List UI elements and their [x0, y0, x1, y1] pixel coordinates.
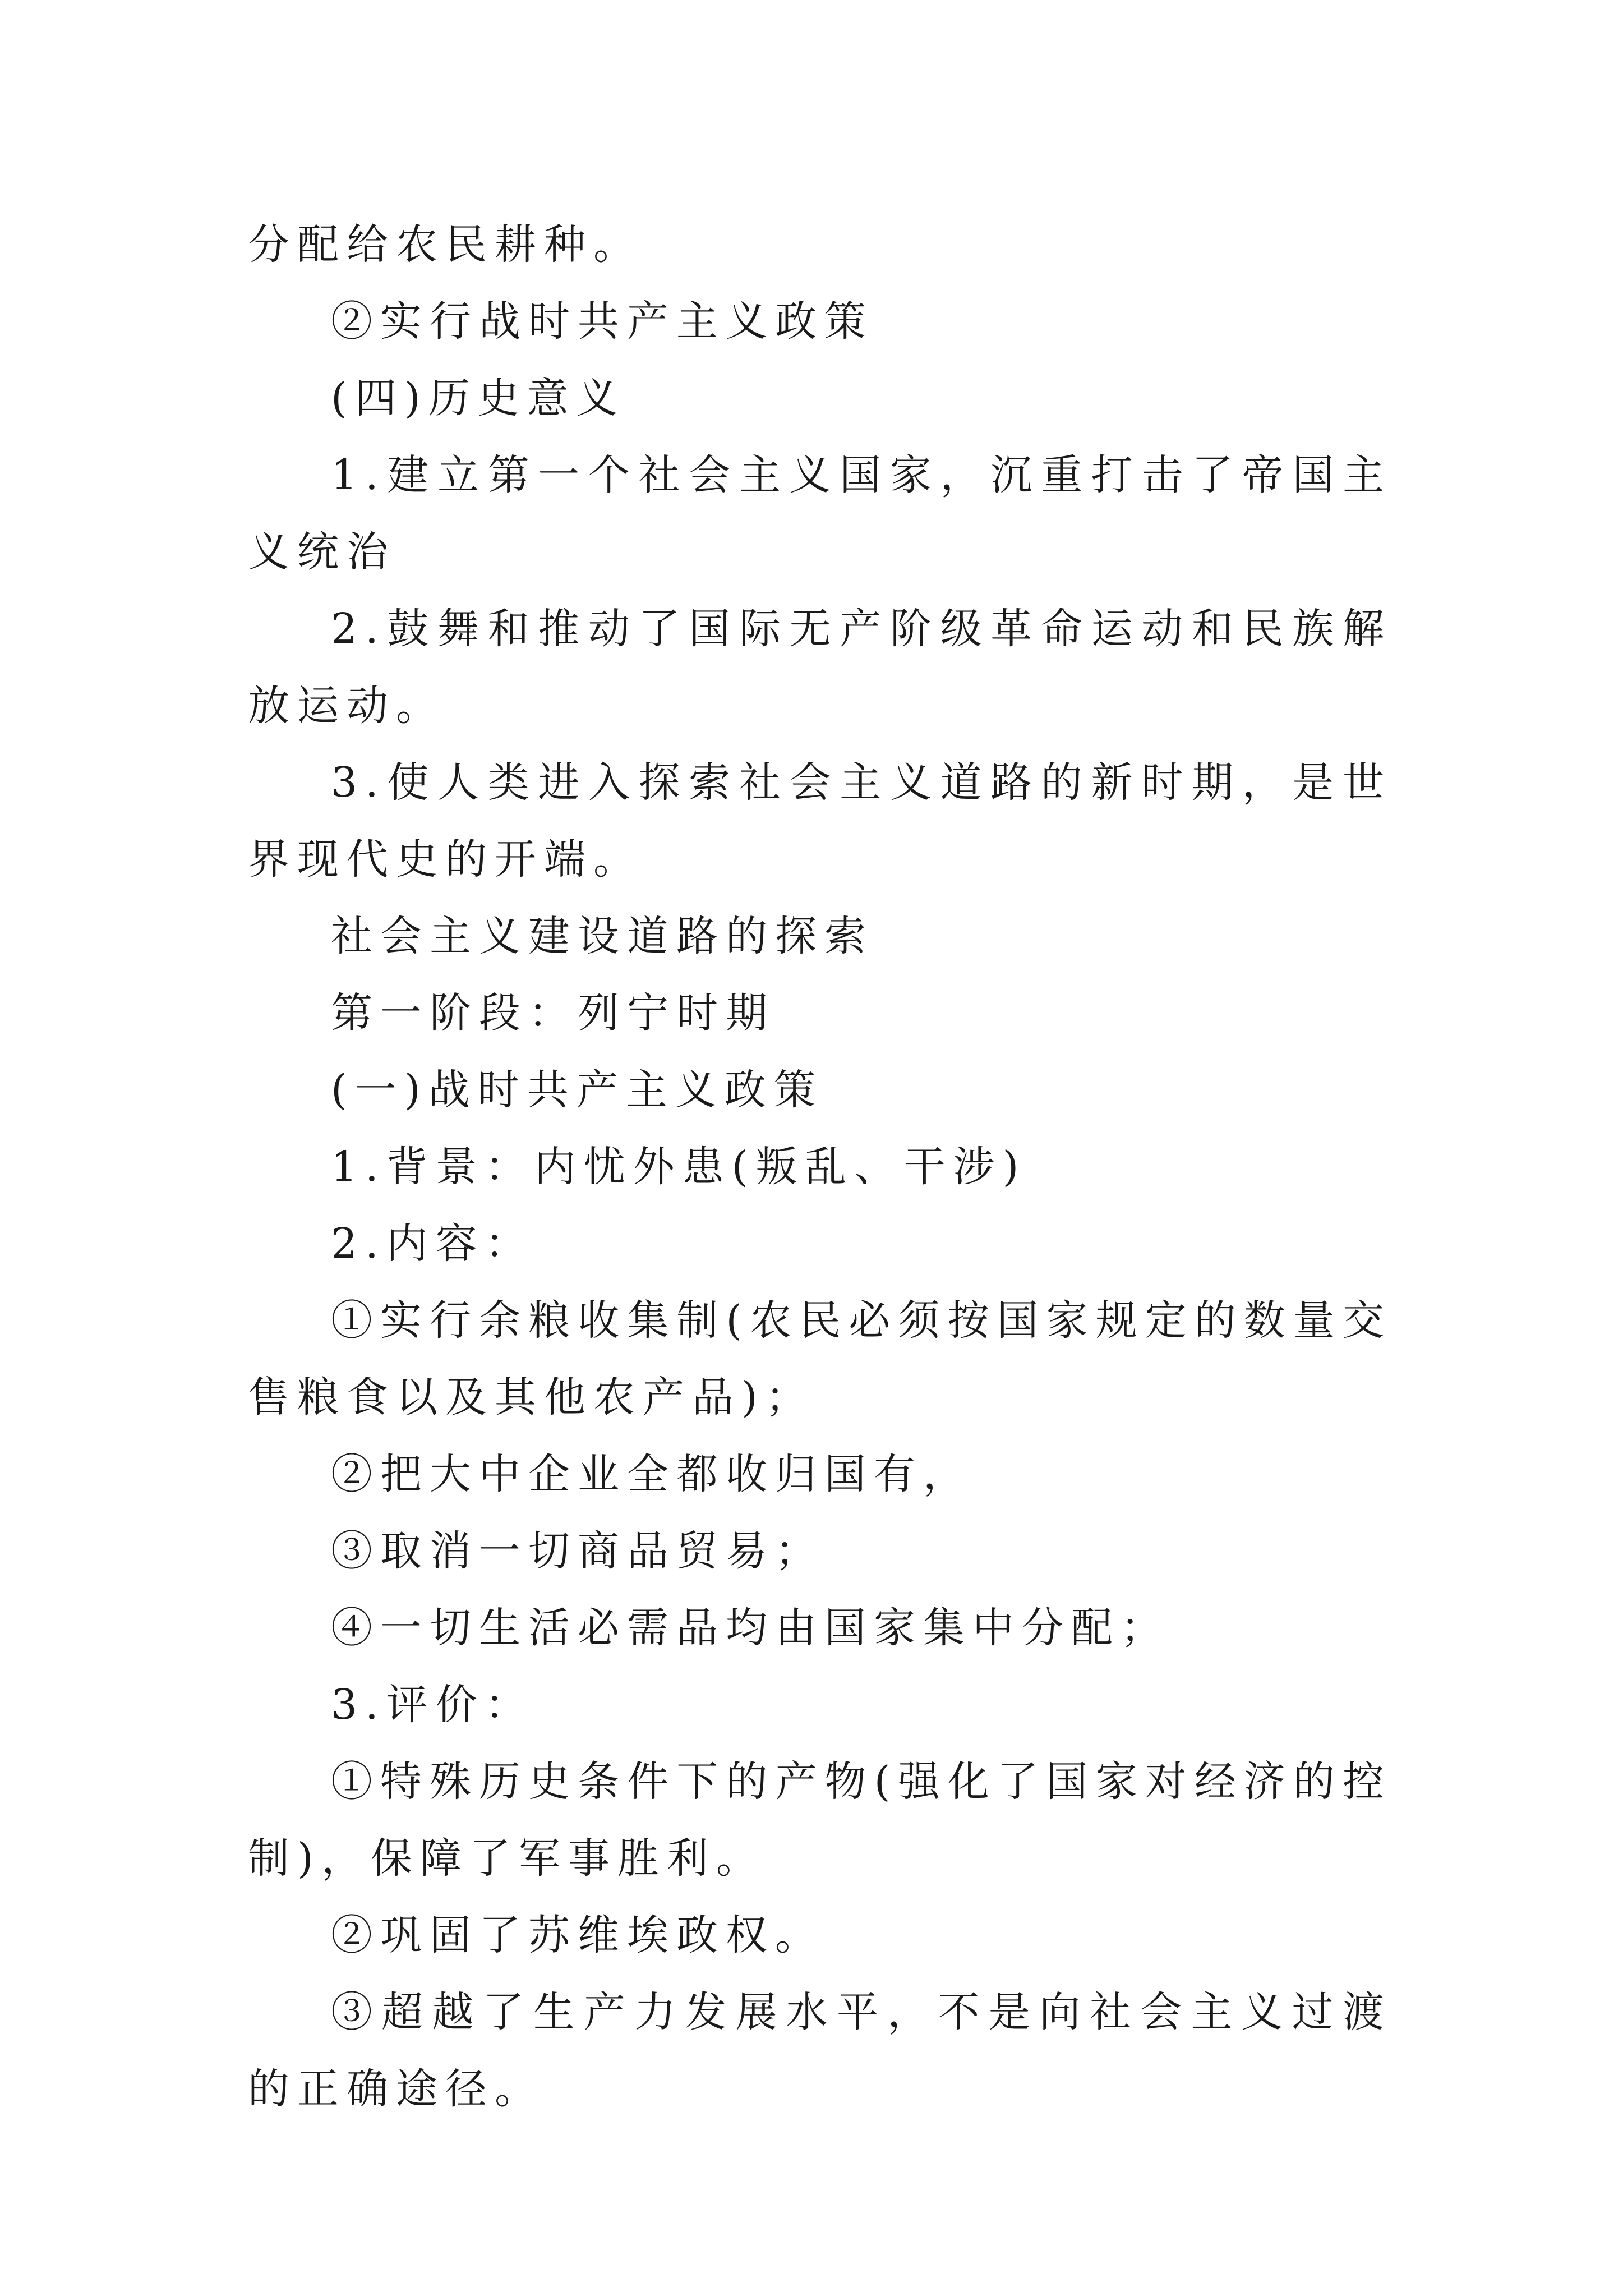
- paragraph-11: ①实行余粮收集制(农民必须按国家规定的数量交售粮食以及其他农产品)；: [248, 1296, 1392, 1421]
- paragraph-4: 2.鼓舞和推动了国际无产阶级革命运动和民族解放运动。: [248, 605, 1392, 730]
- paragraph-17: ②巩固了苏维埃政权。: [331, 1911, 824, 1959]
- paragraph-0: 分配给农民耕种。: [248, 220, 643, 269]
- paragraph-12: ②把大中企业全都收归国有，: [331, 1450, 972, 1498]
- paragraph-1: ②实行战时共产主义政策: [331, 297, 874, 346]
- document-body: [248, 206, 1392, 2128]
- paragraph-3: 1.建立第一个社会主义国家，沉重打击了帝国主义统治: [248, 451, 1392, 576]
- paragraph-15: 3.评价：: [331, 1681, 534, 1729]
- section-heading-war-communism: (一)战时共产主义政策: [331, 1066, 823, 1114]
- topic-heading: 社会主义建设道路的探索: [331, 912, 874, 960]
- paragraph-10: 2.内容：: [331, 1220, 534, 1268]
- paragraph-13: ③取消一切商品贸易；: [331, 1527, 824, 1575]
- paragraph-9: 1.背景：内忧外患(叛乱、干涉): [331, 1143, 1027, 1191]
- stage-heading: 第一阶段：列宁时期: [331, 989, 775, 1037]
- section-heading-historical-significance: (四)历史意义: [331, 374, 626, 422]
- paragraph-16: ①特殊历史条件下的产物(强化了国家对经济的控制)，保障了军事胜利。: [248, 1757, 1392, 1883]
- paragraph-18: ③超越了生产力发展水平，不是向社会主义过渡的正确途径。: [248, 1988, 1392, 2113]
- paragraph-5: 3.使人类进入探索社会主义道路的新时期，是世界现代史的开端。: [248, 758, 1392, 884]
- paragraph-14: ④一切生活必需品均由国家集中分配；: [331, 1604, 1170, 1652]
